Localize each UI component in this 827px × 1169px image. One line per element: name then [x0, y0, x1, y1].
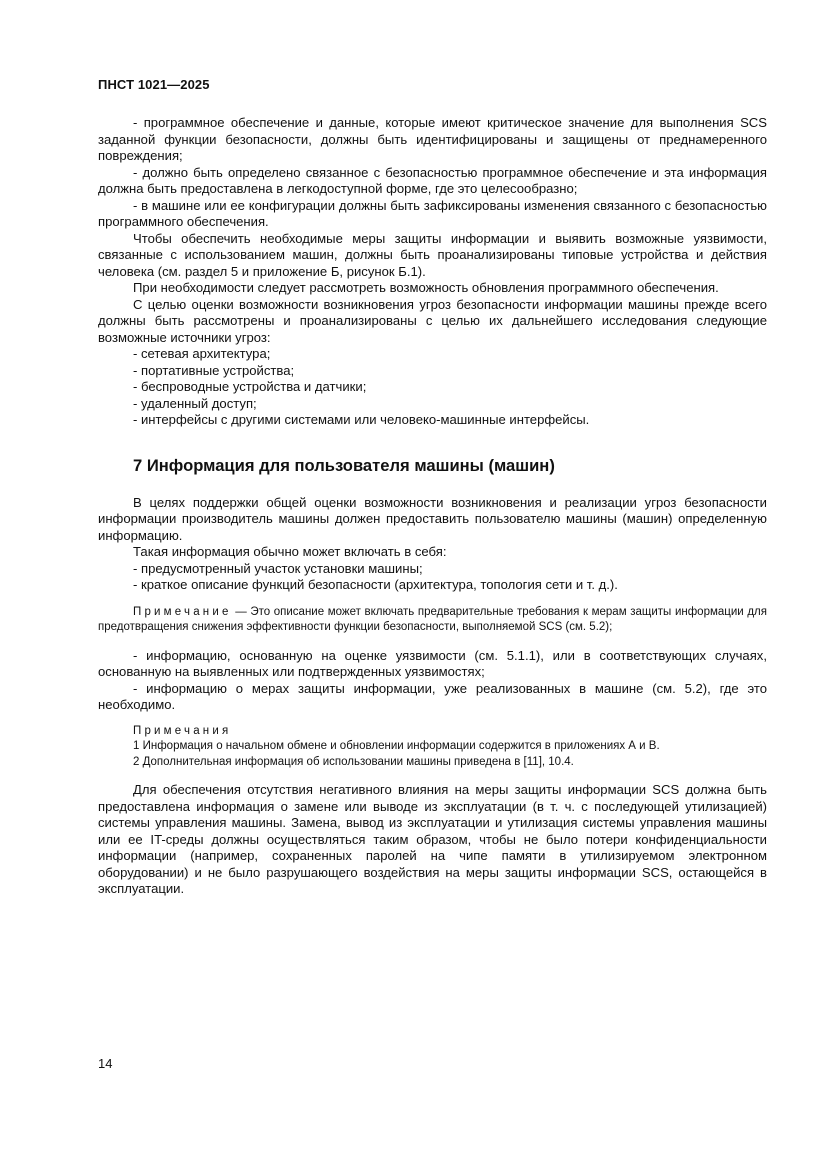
paragraph: С целью оценки возможности возникновения угроз безопасности информации машины прежде всего должны быть рассмотрены и проанализированы с целью их дальнейшего исследования следующие возможные источники угроз: — [98, 296, 767, 345]
list-item: - беспроводные устройства и датчики; — [133, 379, 367, 394]
paragraph: При необходимости следует рассмотреть возможность обновления программного обеспечения. — [133, 280, 719, 295]
notes-label: Примечания — [133, 724, 232, 737]
note-item: 1 Информация о начальном обмене и обновлении информации содержится в приложениях А и В. — [133, 740, 660, 752]
paragraph: - в машине или ее конфигурации должны быть зафиксированы изменения связанного с безопасностью программного обеспечения. — [98, 197, 767, 229]
list-item: - интерфейсы с другими системами или человеко-машинные интерфейсы. — [133, 412, 590, 427]
page-body — [98, 115, 767, 898]
paragraph: - информацию о мерах защиты информации, уже реализованных в машине (см. 5.2), где это необходимо. — [98, 680, 767, 712]
list-item: - удаленный доступ; — [133, 395, 257, 411]
list-item: - предусмотренный участок установки машины; — [133, 560, 423, 576]
list-item: - сетевая архитектура; — [133, 346, 271, 361]
document-id: ПНСТ 1021—2025 — [98, 77, 210, 92]
paragraph: - программное обеспечение и данные, которые имеют критическое значение для выполнения SCS заданной функции безопасности, должны быть идентифицированы и защищены от преднамеренного повреждения; — [98, 115, 767, 163]
includes-list — [98, 561, 767, 594]
paragraph: Для обеспечения отсутствия негативного влияния на меры защиты информации SCS должна быть предоставлена информация о замене или выводе из эксплуатации (в т. ч. с последующей утилизацией) системы управления машины. Замена, вывод из эксплуатации и утилизация системы управления машины или ее IT-среды должны осуществляться таким образом, чтобы не было потери конфиденциальности информации (например, сохраненных паролей на чипе памяти в утилизируемом электронном оборудовании) и не было разрушающего воздействия на меры защиты информации SCS, остающейся в эксплуатации. — [98, 782, 767, 896]
paragraph: Чтобы обеспечить необходимые меры защиты информации и выявить возможные уязвимости, связанные с использованием машин, должны быть проанализированы типовые устройства и действия человека (см. раздел 5 и приложение Б, рисунок Б.1). — [98, 230, 767, 279]
paragraph: Такая информация обычно может включать в себя: — [133, 544, 447, 559]
list-item: - портативные устройства; — [133, 362, 295, 378]
note-item: 2 Дополнительная информация об использовании машины приведена в [11], 10.4. — [133, 755, 574, 768]
page-number: 14 — [98, 1056, 113, 1071]
note — [98, 605, 767, 636]
paragraph: В целях поддержки общей оценки возможности возникновения и реализации угроз безопасности информации производитель машины должен предоставить пользователю машины (машин) определенную информацию. — [98, 494, 767, 543]
note-text: — Это описание может включать предварительные требования к мерам защиты информации для предотвращения снижения эффективности функции безопасности, выполняемой SCS (см. 5.2); — [98, 605, 767, 633]
notes-block — [98, 724, 767, 771]
paragraph: - должно быть определено связанное с безопасностью программное обеспечение и эта информация должна быть предоставлена в легкодоступной форме, где это целесообразно; — [98, 164, 767, 196]
threat-sources-list — [98, 346, 767, 429]
list-item: - краткое описание функций безопасности (архитектура, топология сети и т. д.). — [133, 577, 618, 592]
paragraph: - информацию, основанную на оценке уязвимости (см. 5.1.1), или в соответствующих случаях, основанную на выявленных или подтвержденных уязвимостях; — [98, 647, 767, 679]
note-label: Примечание — [133, 605, 232, 618]
section-heading: 7 Информация для пользователя машины (машин) — [133, 455, 555, 475]
